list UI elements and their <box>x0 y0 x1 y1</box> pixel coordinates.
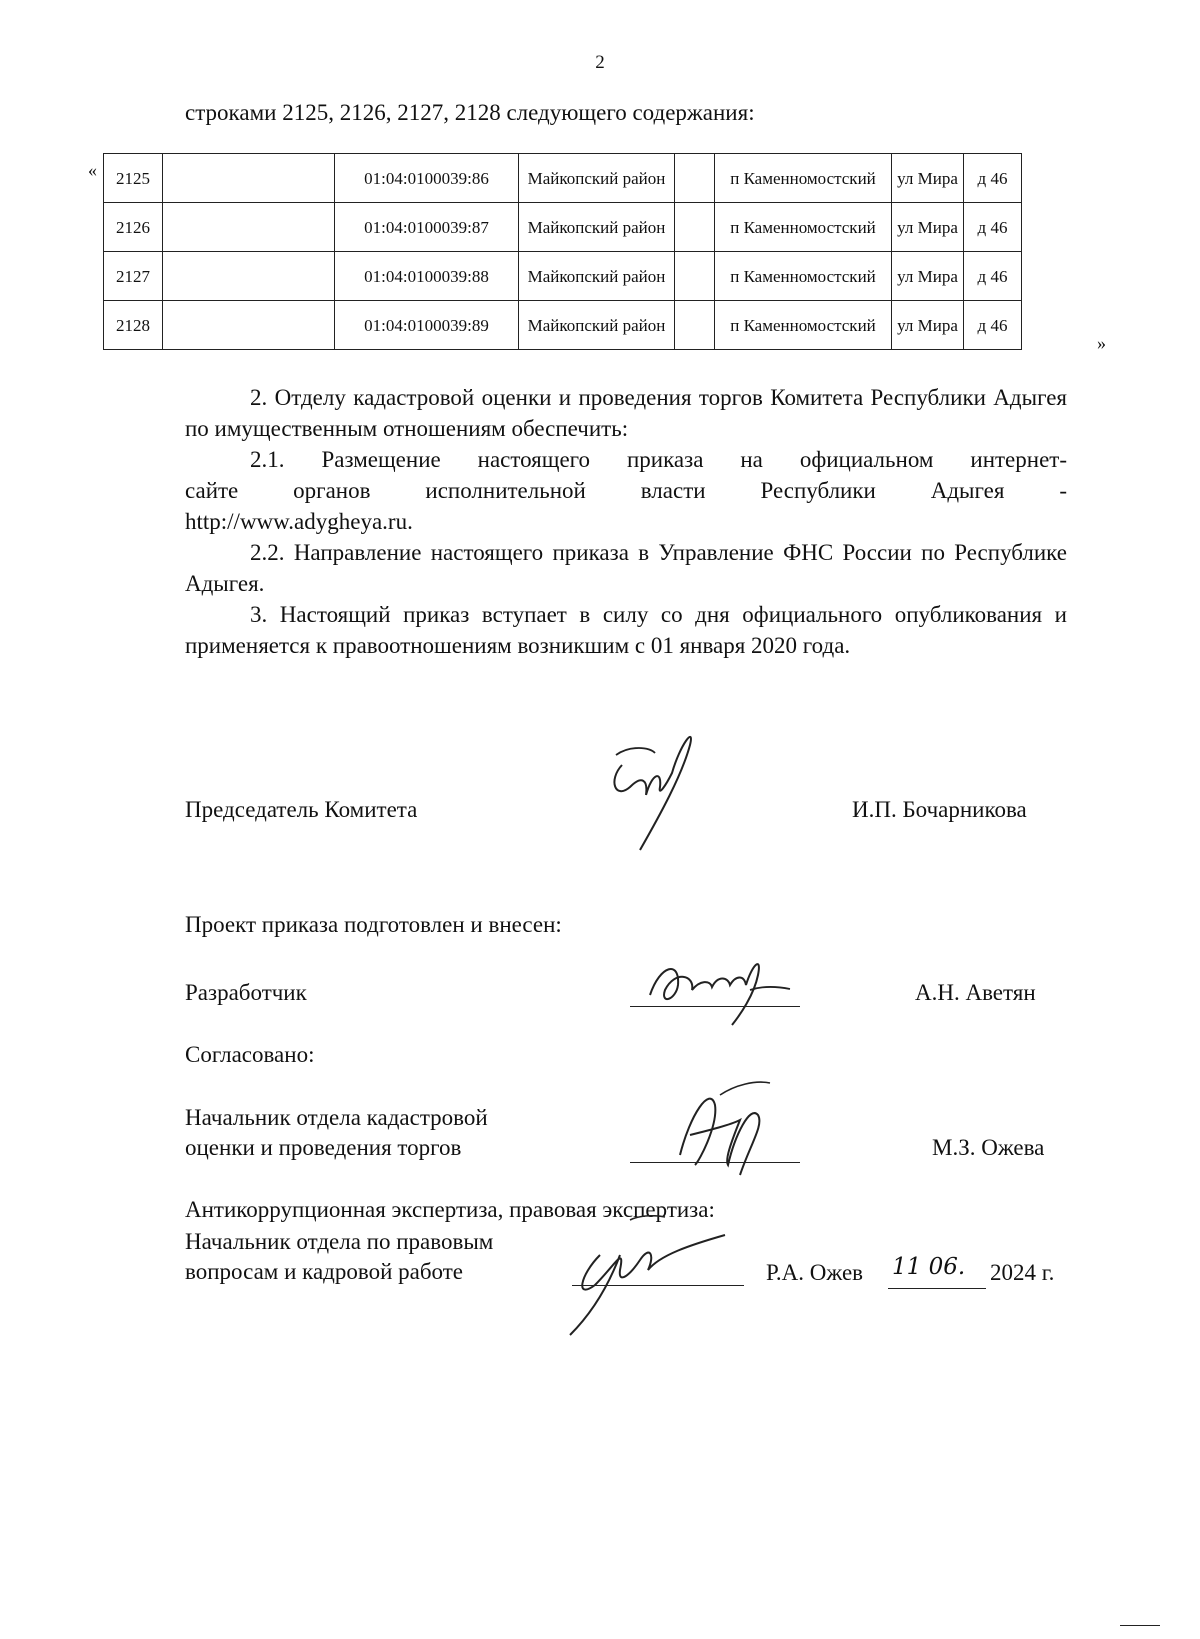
paragraph-3: 3. Настоящий приказ вступает в силу со дня официального опубликования и применяется к правоотношениям возникшим с 01 января 2020 года. <box>185 602 1067 658</box>
table-cell-empty1 <box>163 252 335 301</box>
handwritten-date: 11 06. <box>892 1254 966 1280</box>
table-cell-cadastral: 01:04:0100039:87 <box>335 203 519 252</box>
table-cell-empty1 <box>163 301 335 350</box>
head-cadastral-title <box>185 1103 488 1163</box>
table-cell-settlement: п Каменномостский <box>715 252 892 301</box>
table-cell-empty1 <box>163 154 335 203</box>
agreed-text: Согласовано: <box>185 1042 315 1067</box>
head-cadastral-name: М.З. Ожева <box>932 1135 1045 1160</box>
paragraph-2: 2. Отделу кадастровой оценки и проведения торгов Комитета Республики Адыгея по имущественным отношениям обеспечить: <box>185 385 1067 441</box>
table-cell-num: 2127 <box>104 252 163 301</box>
paragraph-2-1-line-1: 2.1. Размещение настоящего приказа на официальном интернет- <box>250 447 1067 472</box>
table-cell-district: Майкопский район <box>519 252 675 301</box>
date-line <box>888 1288 986 1289</box>
order-body <box>185 382 1067 661</box>
table-row <box>104 154 1022 203</box>
paragraph-2-1-line-2: сайте органов исполнительной власти Республики Адыгея - <box>185 478 1067 503</box>
table-cell-house: д 46 <box>964 252 1022 301</box>
table-cell-settlement: п Каменномостский <box>715 203 892 252</box>
table-cell-district: Майкопский район <box>519 154 675 203</box>
developer-title: Разработчик <box>185 980 307 1005</box>
table-row <box>104 301 1022 350</box>
paragraph-2-1-line-3: http://www.adygheya.ru. <box>185 509 413 534</box>
table-cell-settlement: п Каменномостский <box>715 154 892 203</box>
table-cell-district: Майкопский район <box>519 301 675 350</box>
table-cell-empty2 <box>675 252 715 301</box>
table-cell-house: д 46 <box>964 203 1022 252</box>
table-cell-empty2 <box>675 203 715 252</box>
quote-close: » <box>1097 333 1106 353</box>
table-cell-street: ул Мира <box>892 154 964 203</box>
chairman-name: И.П. Бочарникова <box>852 797 1027 822</box>
table-cell-empty1 <box>163 203 335 252</box>
expertise-text: Антикоррупционная экспертиза, правовая экспертиза: <box>185 1197 715 1222</box>
table-cell-house: д 46 <box>964 154 1022 203</box>
table-cell-num: 2125 <box>104 154 163 203</box>
head-legal-name: Р.А. Ожев <box>766 1260 864 1285</box>
chairman-title: Председатель Комитета <box>185 797 418 822</box>
table-row <box>104 203 1022 252</box>
paragraph-2-2: 2.2. Направление настоящего приказа в Управление ФНС России по Республике Адыгея. <box>185 540 1067 596</box>
developer-name: А.Н. Аветян <box>915 980 1036 1005</box>
head-cadastral-signature-icon <box>660 1075 790 1185</box>
quote-open: « <box>88 160 97 180</box>
table-cell-num: 2128 <box>104 301 163 350</box>
head-legal-line-1: Начальник отдела по правовым <box>185 1229 494 1254</box>
table-cell-cadastral: 01:04:0100039:88 <box>335 252 519 301</box>
head-legal-line-2: вопросам и кадровой работе <box>185 1259 464 1284</box>
table-cell-district: Майкопский район <box>519 203 675 252</box>
head-cadastral-line-2: оценки и проведения торгов <box>185 1135 462 1160</box>
page-number: 2 <box>595 52 605 73</box>
head-legal-signature-icon <box>560 1215 730 1340</box>
table-cell-street: ул Мира <box>892 203 964 252</box>
chairman-signature-icon <box>600 725 710 855</box>
table-cell-settlement: п Каменномостский <box>715 301 892 350</box>
head-cadastral-line-1: Начальник отдела кадастровой <box>185 1105 488 1130</box>
table-cell-street: ул Мира <box>892 301 964 350</box>
date-year: 2024 г. <box>990 1260 1055 1285</box>
developer-signature-icon <box>640 945 810 1030</box>
table-cell-street: ул Мира <box>892 252 964 301</box>
table-cell-empty2 <box>675 154 715 203</box>
project-prepared-text: Проект приказа подготовлен и внесен: <box>185 912 562 937</box>
table-cell-cadastral: 01:04:0100039:86 <box>335 154 519 203</box>
cadastral-table <box>103 153 1022 350</box>
table-cell-empty2 <box>675 301 715 350</box>
table-row <box>104 252 1022 301</box>
head-legal-title <box>185 1227 493 1287</box>
table-cell-house: д 46 <box>964 301 1022 350</box>
corner-mark <box>1120 1625 1160 1626</box>
intro-text: строками 2125, 2126, 2127, 2128 следующего содержания: <box>185 100 755 125</box>
table-cell-num: 2126 <box>104 203 163 252</box>
table-cell-cadastral: 01:04:0100039:89 <box>335 301 519 350</box>
